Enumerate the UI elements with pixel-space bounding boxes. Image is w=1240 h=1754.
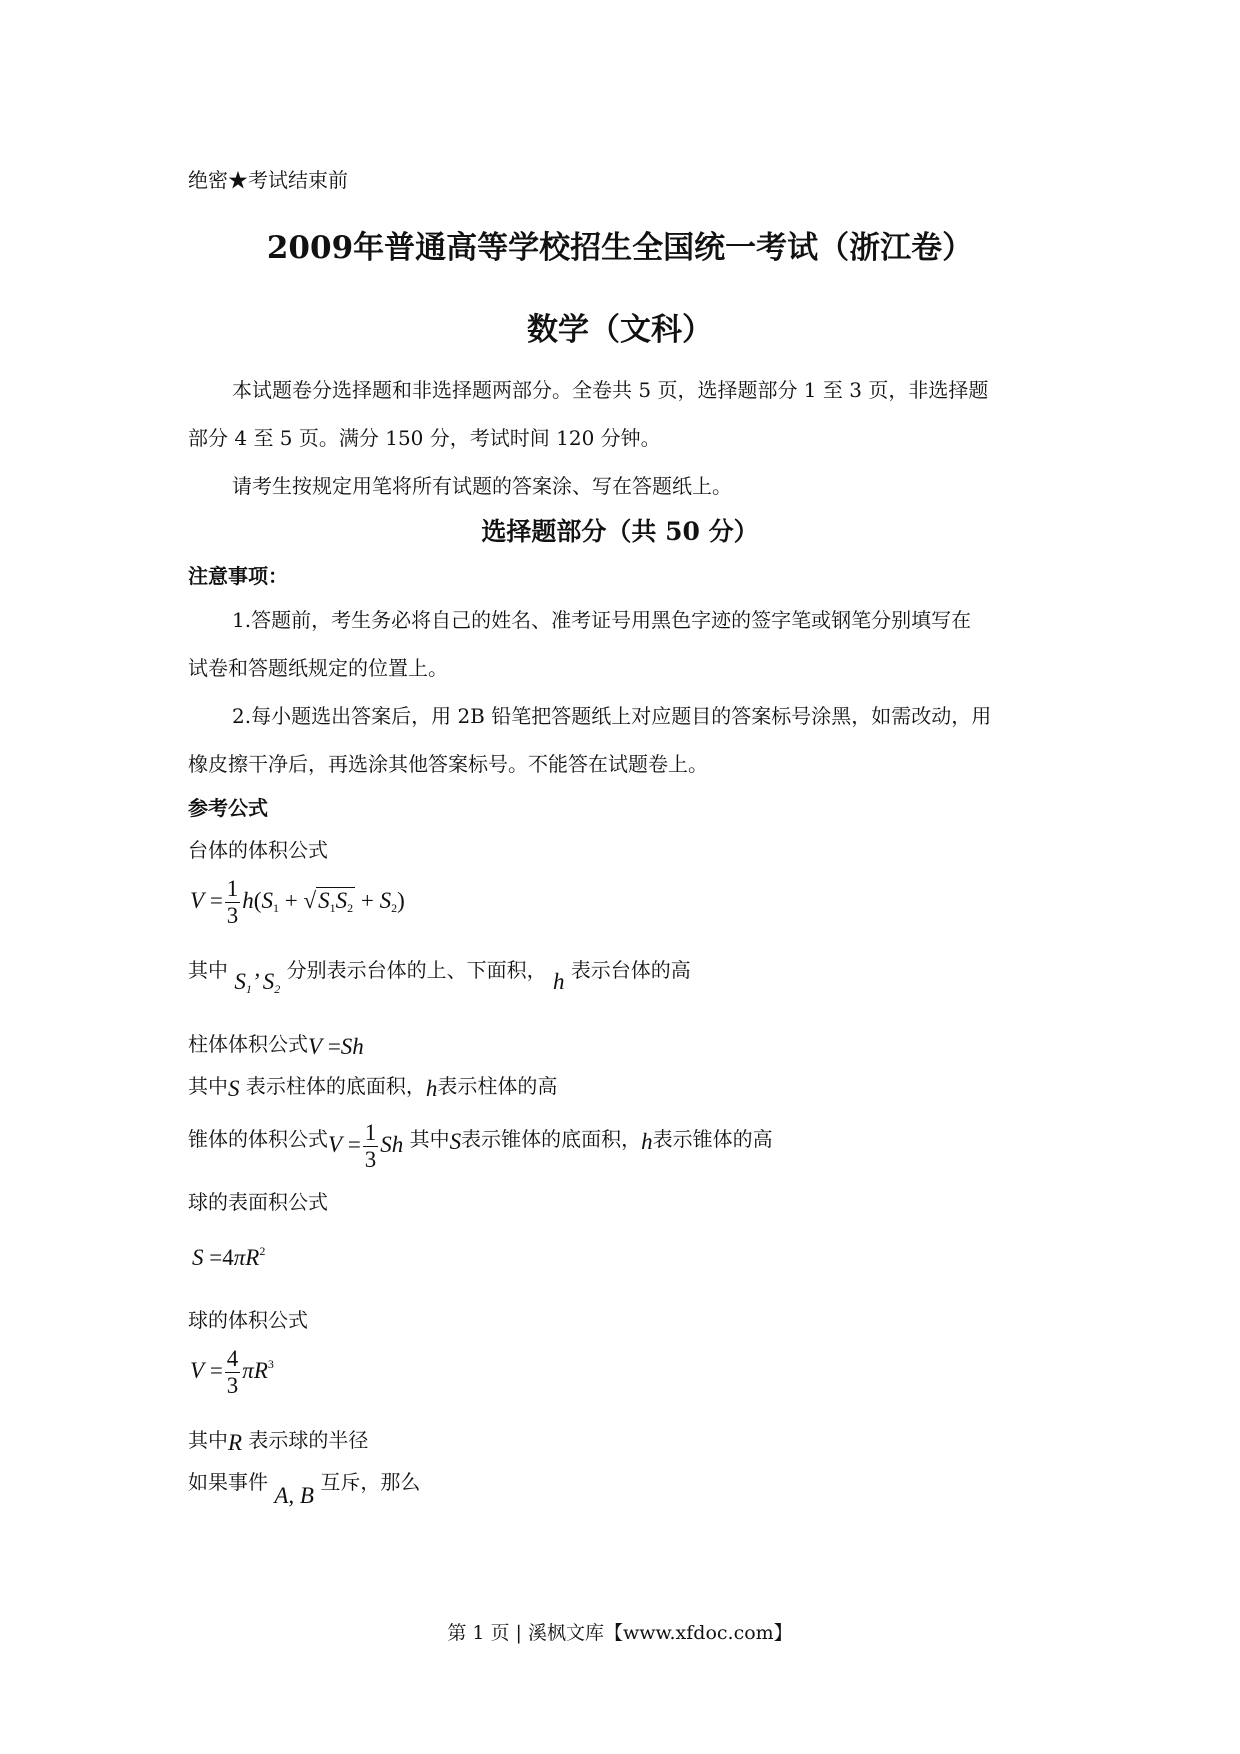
frustum-volume-formula: V = $\frac{1}{3}$ $h(S_1 + √S_1S_2 + S_2)$	[190, 876, 405, 928]
note-item-2-line-2: 橡皮擦干净后，再选涂其他答案标号。不能答在试题卷上。	[188, 752, 708, 776]
note-item-2-line-1: 2.每小题选出答案后，用 2B 铅笔把答题纸上对应题目的答案标号涂黑，如需改动，用	[232, 704, 992, 728]
frustum-label: 台体的体积公式	[188, 838, 328, 862]
radius-note: 其中R 表示球的半径	[188, 1428, 369, 1455]
intro-line-3: 请考生按规定用笔将所有试题的答案涂、写在答题纸上。	[232, 474, 732, 498]
frustum-note: 其中 $S_1$’ $S_2$ 分别表示台体的上、下面积， h 表示台体的高	[188, 958, 691, 996]
sphere-volume-label: 球的体积公式	[188, 1308, 308, 1332]
intro-line-2: 部分 4 至 5 页。满分 150 分，考试时间 120 分钟。	[188, 426, 661, 450]
page-title: 2009年普通高等学校招生全国统一考试（浙江卷）	[266, 230, 974, 266]
sphere-area-formula: $S =4\pi R^2$	[192, 1244, 266, 1270]
page-footer: 第 1 页 | 溪枫文库【www.xfdoc.com】	[447, 1622, 793, 1644]
note-item-1-line-2: 试卷和答题纸规定的位置上。	[188, 656, 448, 680]
section-title: 选择题部分（共 50 分）	[481, 517, 759, 546]
prism-note: 其中S 表示柱体的底面积，h表示柱体的高	[188, 1074, 558, 1101]
notes-heading: 注意事项：	[188, 564, 288, 588]
note-item-1-line-1: 1.答题前，考生务必将自己的姓名、准考证号用黑色字迹的签字笔或钢笔分别填写在	[232, 608, 972, 632]
intro-line-1: 本试题卷分选择题和非选择题两部分。全卷共 5 页，选择题部分 1 至 3 页，非选择题	[232, 378, 989, 402]
sphere-volume-formula: V = $\frac{4}{3}$ $\pi R^3$	[190, 1346, 274, 1398]
prism-formula-line: 柱体体积公式V =Sh	[188, 1032, 364, 1059]
formulas-heading: 参考公式	[188, 796, 268, 820]
secret-label: 绝密★考试结束前	[188, 168, 348, 192]
event-note: 如果事件 A, B 互斥，那么	[188, 1470, 421, 1508]
cone-formula-line: 锥体的体积公式V = $\frac{1}{3}$ Sh 其中S表示锥体的底面积，h表示锥体的高	[188, 1120, 773, 1172]
sphere-area-label: 球的表面积公式	[188, 1190, 328, 1214]
page-subtitle: 数学（文科）	[527, 312, 713, 348]
